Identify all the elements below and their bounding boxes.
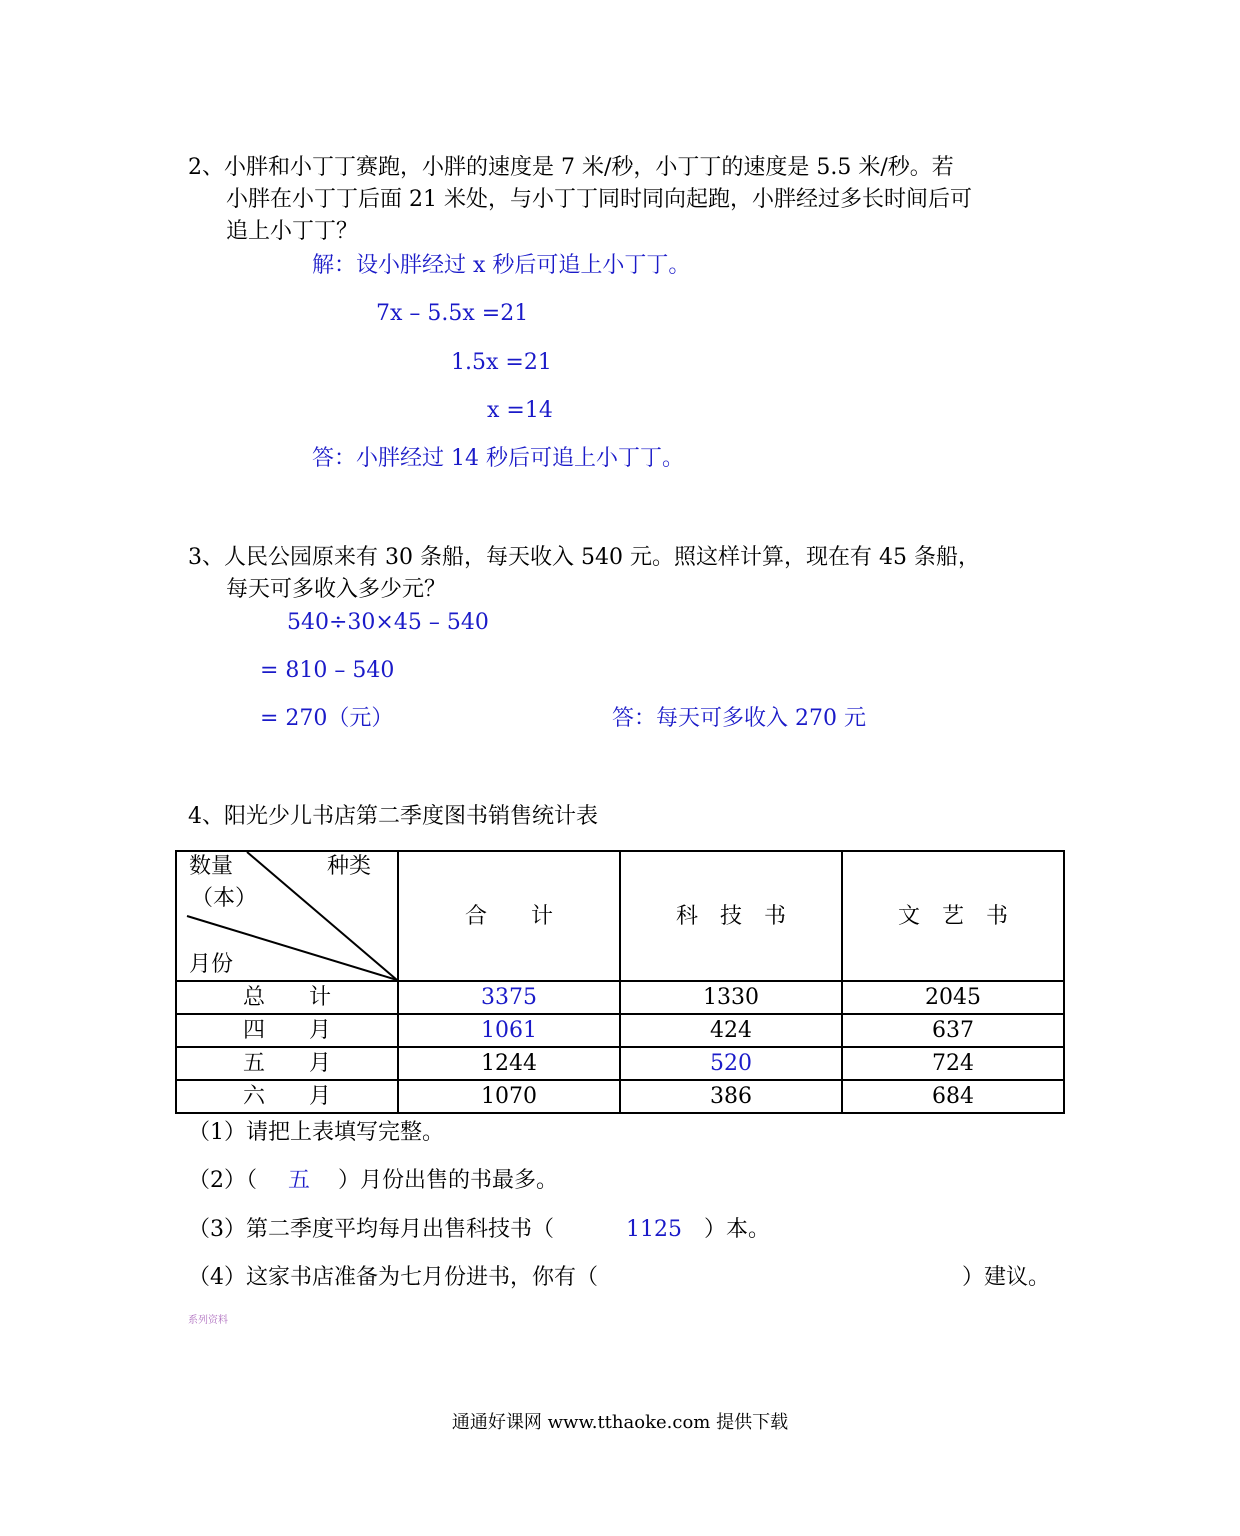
- sales-table: [175, 850, 1065, 1114]
- q2-solution: 解：设小胖经过 x 秒后可追上小丁丁。: [312, 253, 691, 278]
- corner-quantity: 数量: [189, 854, 234, 879]
- q2-equation-3: x =14: [487, 398, 553, 423]
- header-arts: 文 艺 书: [842, 851, 1064, 981]
- q4-sub-3-answer: 1125: [626, 1217, 682, 1242]
- row-label: 总 计: [176, 981, 398, 1014]
- header-science: 科 技 书: [620, 851, 842, 981]
- q3-line-1: 3、人民公园原来有 30 条船，每天收入 540 元。照这样计算，现在有 45 条船，: [188, 545, 980, 570]
- cell-science: 1330: [620, 981, 842, 1014]
- q4-sub-1: （1）请把上表填写完整。: [188, 1120, 444, 1145]
- corner-month: 月份: [189, 952, 234, 977]
- table-header-row: [176, 851, 1064, 981]
- q4-sub-4-prefix: （4）这家书店准备为七月份进书，你有（: [188, 1265, 598, 1290]
- row-label: 六 月: [176, 1080, 398, 1113]
- q4-title: 4、阳光少儿书店第二季度图书销售统计表: [188, 804, 598, 829]
- cell-science: 424: [620, 1014, 842, 1047]
- q3-calc-1: 540÷30×45 – 540: [287, 610, 489, 635]
- q4-sub-3-prefix: （3）第二季度平均每月出售科技书（: [188, 1217, 554, 1242]
- q2-line-2: 小胖在小丁丁后面 21 米处，与小丁丁同时同向起跑，小胖经过多长时间后可: [226, 187, 972, 212]
- cell-science: 386: [620, 1080, 842, 1113]
- q4-sub-4-suffix: ）建议。: [962, 1265, 1051, 1290]
- q3-line-2: 每天可多收入多少元？: [226, 577, 447, 602]
- cell-total: 1070: [398, 1080, 620, 1113]
- q2-equation-1: 7x – 5.5x =21: [376, 301, 529, 326]
- corner-cell: [176, 851, 398, 981]
- table-row: [176, 981, 1064, 1014]
- q2-line-3: 追上小丁丁？: [226, 219, 359, 244]
- cell-science: 520: [620, 1047, 842, 1080]
- q3-calc-2: = 810 – 540: [260, 658, 395, 683]
- cell-total: 1061: [398, 1014, 620, 1047]
- q4-sub-2-suffix: ）月份出售的书最多。: [338, 1168, 559, 1193]
- table-row: [176, 1080, 1064, 1113]
- q4-sub-3-suffix: ）本。: [704, 1217, 771, 1242]
- table-row: [176, 1047, 1064, 1080]
- q4-sub-2-prefix: （2）（: [188, 1168, 257, 1193]
- corner-unit: （本）: [191, 886, 258, 911]
- corner-category: 种类: [327, 854, 372, 879]
- watermark-small: 系列资料: [188, 1315, 228, 1326]
- table-row: [176, 1014, 1064, 1047]
- cell-total: 3375: [398, 981, 620, 1014]
- cell-arts: 724: [842, 1047, 1064, 1080]
- header-total: 合 计: [398, 851, 620, 981]
- q2-answer: 答：小胖经过 14 秒后可追上小丁丁。: [312, 446, 684, 471]
- row-label: 四 月: [176, 1014, 398, 1047]
- q3-answer: 答：每天可多收入 270 元: [612, 706, 866, 731]
- q4-sub-2-answer: 五: [288, 1168, 311, 1193]
- page-footer: 通通好课网 www.tthaoke.com 提供下载: [451, 1412, 789, 1433]
- cell-arts: 637: [842, 1014, 1064, 1047]
- q3-calc-3: = 270（元）: [260, 706, 394, 731]
- row-label: 五 月: [176, 1047, 398, 1080]
- cell-arts: 2045: [842, 981, 1064, 1014]
- q2-equation-2: 1.5x =21: [451, 350, 552, 375]
- cell-total: 1244: [398, 1047, 620, 1080]
- cell-arts: 684: [842, 1080, 1064, 1113]
- q2-line-1: 2、小胖和小丁丁赛跑，小胖的速度是 7 米/秒，小丁丁的速度是 5.5 米/秒。若: [188, 155, 954, 180]
